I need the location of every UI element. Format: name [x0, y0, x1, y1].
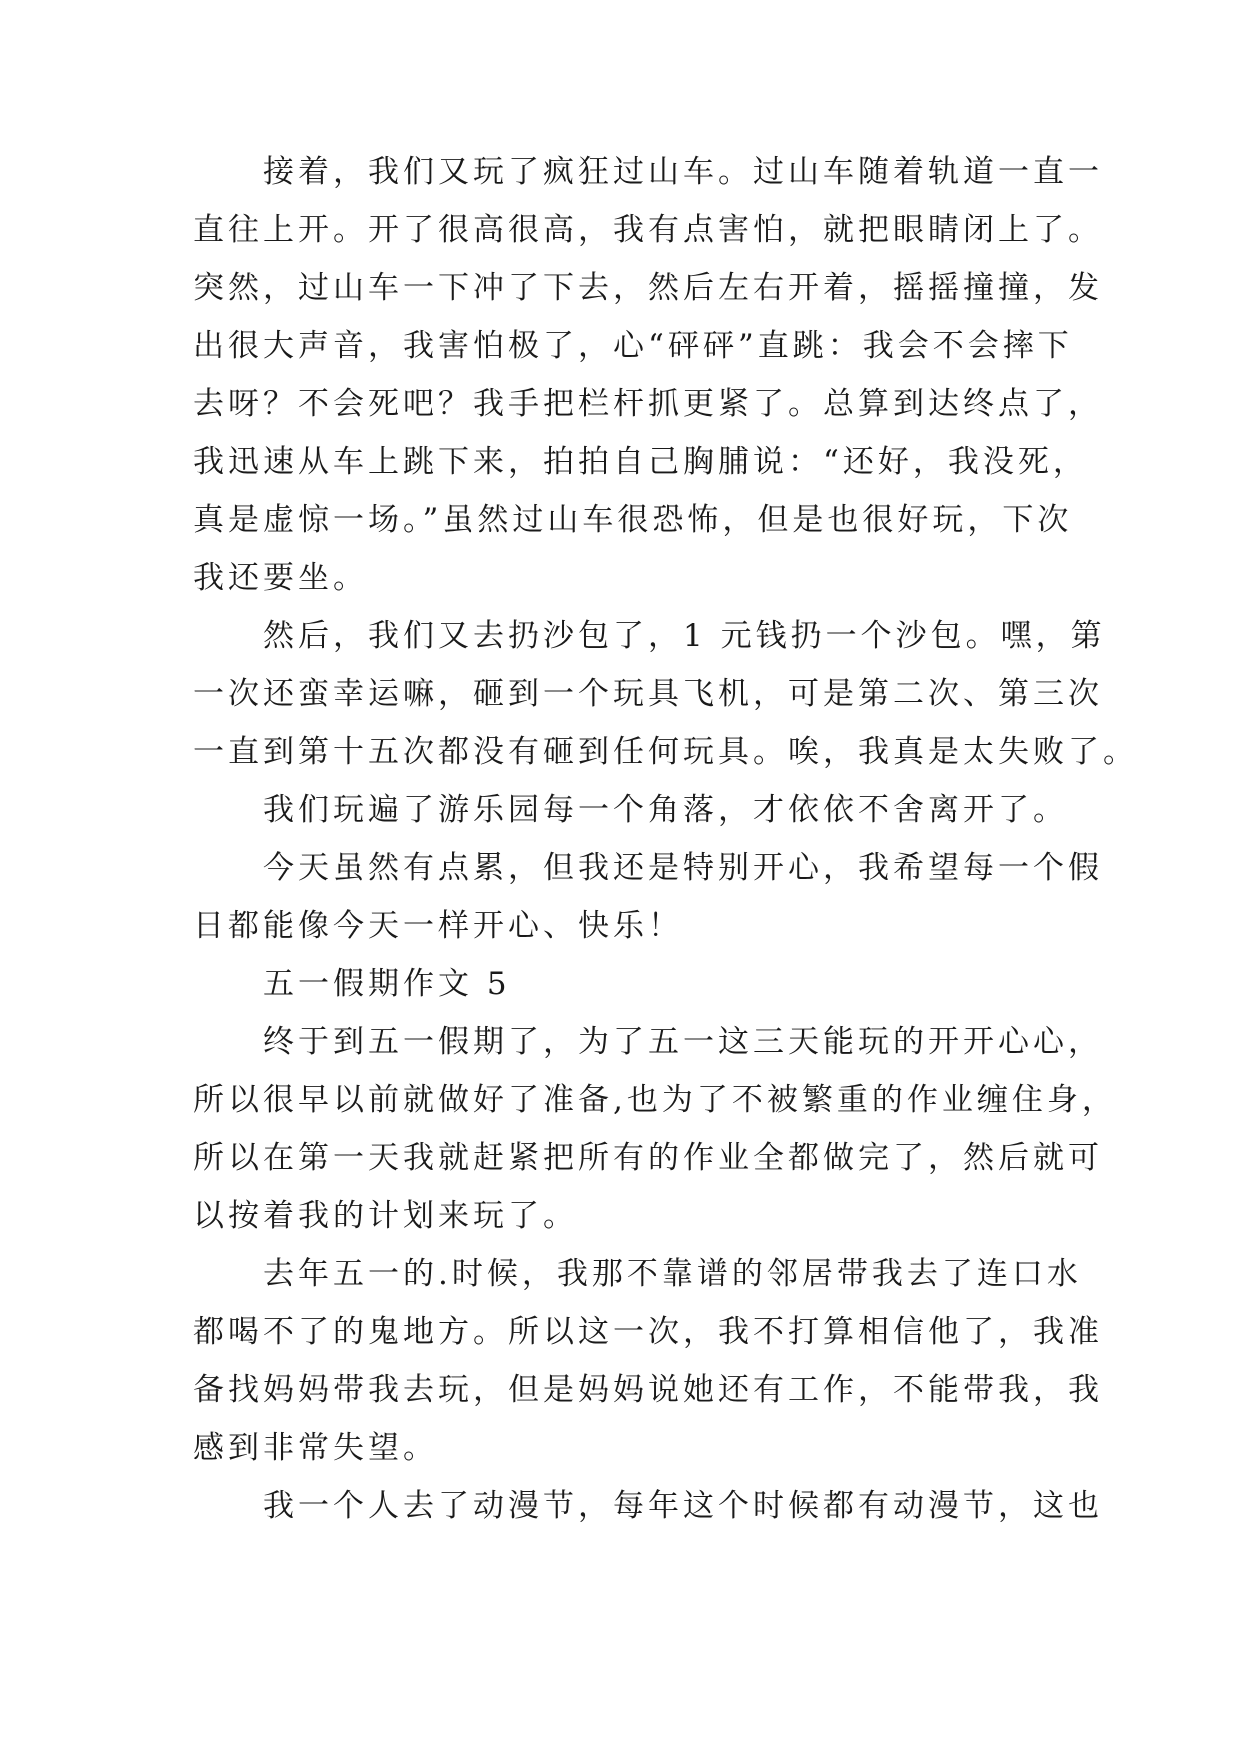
text-line: 真是虚惊一场。”虽然过山车很恐怖，但是也很好玩，下次	[193, 502, 1073, 538]
text-line: 我们玩遍了游乐园每一个角落，才依依不舍离开了。	[193, 792, 1068, 828]
section-heading: 五一假期作文 5	[193, 966, 511, 1002]
text-line: 我一个人去了动漫节，每年这个时候都有动漫节，这也	[193, 1488, 1103, 1524]
text-line: 一次还蛮幸运嘛，砸到一个玩具飞机，可是第二次、第三次	[193, 676, 1103, 712]
text-line: 以按着我的计划来玩了。	[193, 1198, 578, 1234]
text-line: 日都能像今天一样开心、快乐！	[193, 908, 683, 944]
text-line: 一直到第十五次都没有砸到任何玩具。唉，我真是太失败了。	[193, 734, 1138, 770]
text-line: 都喝不了的鬼地方。所以这一次，我不打算相信他了，我准	[193, 1314, 1103, 1350]
text-line: 去年五一的.时候，我那不靠谱的邻居带我去了连口水	[193, 1256, 1082, 1292]
text-line: 我还要坐。	[193, 560, 368, 596]
text-line: 我迅速从车上跳下来，拍拍自己胸脯说：“还好，我没死，	[193, 444, 1088, 480]
text-line: 感到非常失望。	[193, 1430, 438, 1466]
text-line: 今天虽然有点累，但我还是特别开心，我希望每一个假	[193, 850, 1103, 886]
text-line: 所以很早以前就做好了准备,也为了不被繁重的作业缠住身，	[193, 1082, 1117, 1118]
text-line: 备找妈妈带我去玩，但是妈妈说她还有工作，不能带我，我	[193, 1372, 1103, 1408]
text-line: 直往上开。开了很高很高，我有点害怕，就把眼睛闭上了。	[193, 212, 1103, 248]
text-line: 出很大声音，我害怕极了，心“砰砰”直跳：我会不会摔下	[193, 328, 1073, 364]
text-line: 接着，我们又玩了疯狂过山车。过山车随着轨道一直一	[193, 154, 1103, 190]
text-line: 去呀？不会死吧？我手把栏杆抓更紧了。总算到达终点了，	[193, 386, 1103, 422]
text-line: 所以在第一天我就赶紧把所有的作业全都做完了，然后就可	[193, 1140, 1103, 1176]
text-line: 终于到五一假期了，为了五一这三天能玩的开开心心，	[193, 1024, 1103, 1060]
text-line: 突然，过山车一下冲了下去，然后左右开着，摇摇撞撞，发	[193, 270, 1103, 306]
text-line: 然后，我们又去扔沙包了，1 元钱扔一个沙包。嘿，第	[193, 618, 1106, 654]
